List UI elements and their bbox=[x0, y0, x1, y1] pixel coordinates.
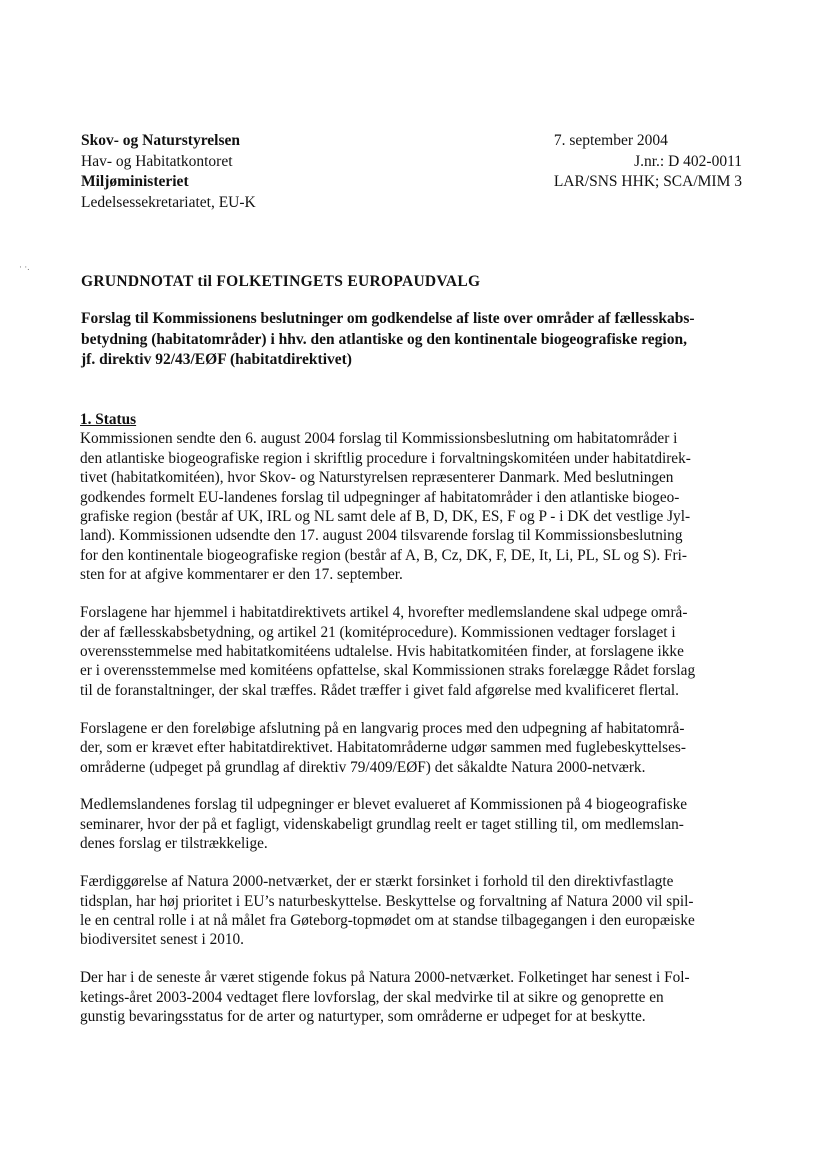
journal-number: J.nr.: D 402-0011 bbox=[634, 152, 742, 170]
subject-line: betydning (habitatområder) i hhv. den atlantiske og den kontinentale biogeografiske region, bbox=[81, 330, 687, 348]
reference-block bbox=[554, 131, 742, 193]
document-title: GRUNDNOTAT til FOLKETINGETS EUROPAUDVALG bbox=[81, 273, 481, 290]
text-line: ketings-året 2003-2004 vedtaget flere lovforslag, der skal medvirke til at sikre og genoprette en bbox=[80, 988, 664, 1006]
text-line: grafiske region (består af UK, IRL og NL samt dele af B, D, DK, ES, F og P - i DK det vestlige Jyl- bbox=[80, 508, 691, 526]
sender-office: Hav- og Habitatkontoret bbox=[81, 152, 233, 170]
text-line: seminarer, hvor der på et fagligt, videnskabeligt grundlag reelt er taget stilling til, om medlemslan- bbox=[80, 815, 684, 833]
text-line: overensstemmelse med habitatkomitéens udtalelse. Hvis habitatkomitéen finder, at forslagene ikke bbox=[80, 642, 684, 660]
reference-initials: LAR/SNS HHK; SCA/MIM 3 bbox=[553, 173, 742, 190]
text-line: Der har i de seneste år været stigende fokus på Natura 2000-netværket. Folketinget har senest i Fol- bbox=[80, 969, 690, 987]
text-line: til de foranstaltninger, der skal træffes. Rådet træffer i givet fald afgørelse med kvalificeret flertal. bbox=[80, 681, 679, 699]
subject-line: jf. direktiv 92/43/EØF (habitatdirektivet) bbox=[81, 351, 352, 368]
sender-ministry: Miljøministeriet bbox=[81, 173, 189, 190]
paragraph bbox=[80, 719, 760, 777]
sender-department: Ledelsessekretariatet, EU-K bbox=[81, 193, 256, 211]
text-line: tidsplan, har høj prioritet i EU’s naturbeskyttelse. Beskyttelse og forvaltning af Natura 2000 vil spil- bbox=[80, 892, 694, 910]
text-line: denes forslag er tilstrækkelige. bbox=[80, 835, 268, 853]
document-subject bbox=[81, 309, 751, 371]
text-line: der, som er krævet efter habitatdirektivet. Habitatområderne udgør sammen med fuglebeskyttelses- bbox=[80, 739, 686, 757]
text-line: for den kontinentale biogeografiske region (består af A, B, Cz, DK, F, DE, It, Li, PL, SL og S). Fri- bbox=[80, 546, 687, 564]
section-heading: 1. Status bbox=[80, 411, 137, 428]
sender-agency: Skov- og Naturstyrelsen bbox=[81, 132, 241, 149]
text-line: der af fællesskabsbetydning, og artikel 21 (komitéprocedure). Kommissionen vedtager forslaget i bbox=[80, 623, 676, 641]
text-line: gunstig bevaringsstatus for de arter og naturtyper, som områderne er udpeget for at beskytte. bbox=[80, 1008, 646, 1026]
document-body bbox=[80, 410, 760, 1045]
text-line: Forslagene har hjemmel i habitatdirektivets artikel 4, hvorefter medlemslandene skal udpege områ- bbox=[80, 604, 688, 622]
text-line: er i overensstemmelse med komitéens opfattelse, skal Kommissionen straks forelægge Rådet forslag bbox=[80, 662, 696, 680]
text-line: biodiversitet senest i 2010. bbox=[80, 931, 244, 949]
text-line: områderne (udpeget på grundlag af direktiv 79/409/EØF) det såkaldte Natura 2000-netværk. bbox=[80, 758, 646, 776]
text-line: Forslagene er den foreløbige afslutning på en langvarig proces med den udpegning af habitatområ- bbox=[80, 719, 685, 737]
text-line: Kommissionen sendte den 6. august 2004 forslag til Kommissionsbeslutning om habitatområder i bbox=[80, 430, 678, 448]
text-line: Medlemslandenes forslag til udpegninger er blevet evalueret af Kommissionen på 4 biogeografiske bbox=[80, 796, 688, 814]
text-line: godkendes formelt EU-landenes forslag til udpegninger af habitatområder i den atlantiske biogeo- bbox=[80, 488, 680, 506]
document-date: 7. september 2004 bbox=[553, 132, 668, 149]
paragraph bbox=[80, 968, 760, 1026]
text-line: sten for at afgive kommentarer er den 17. september. bbox=[80, 566, 403, 584]
paragraph bbox=[80, 795, 760, 853]
scan-artifact-mark: · ·. bbox=[19, 262, 30, 272]
text-line: land). Kommissionen udsendte den 17. august 2004 tilsvarende forslag til Kommissionsbeslutning bbox=[80, 527, 683, 545]
paragraph bbox=[80, 603, 760, 700]
text-line: le en central rolle i at nå målet fra Gøteborg-topmødet om at standse tilbagegangen i den europæiske bbox=[80, 911, 695, 929]
subject-line: Forslag til Kommissionens beslutninger om godkendelse af liste over områder af fællesskabs- bbox=[81, 310, 695, 327]
text-line: den atlantiske biogeografiske region i skriftlig procedure i forvaltningskomitéen under habitatdirek- bbox=[80, 449, 691, 467]
paragraph bbox=[80, 429, 760, 584]
text-line: tivet (habitatkomitéen), hvor Skov- og Naturstyrelsen repræsenterer Danmark. Med beslutningen bbox=[80, 469, 674, 487]
paragraph bbox=[80, 872, 760, 950]
sender-block bbox=[81, 131, 256, 213]
text-line: Færdiggørelse af Natura 2000-netværket, der er stærkt forsinket i forhold til den direktivfastlagte bbox=[80, 873, 674, 891]
